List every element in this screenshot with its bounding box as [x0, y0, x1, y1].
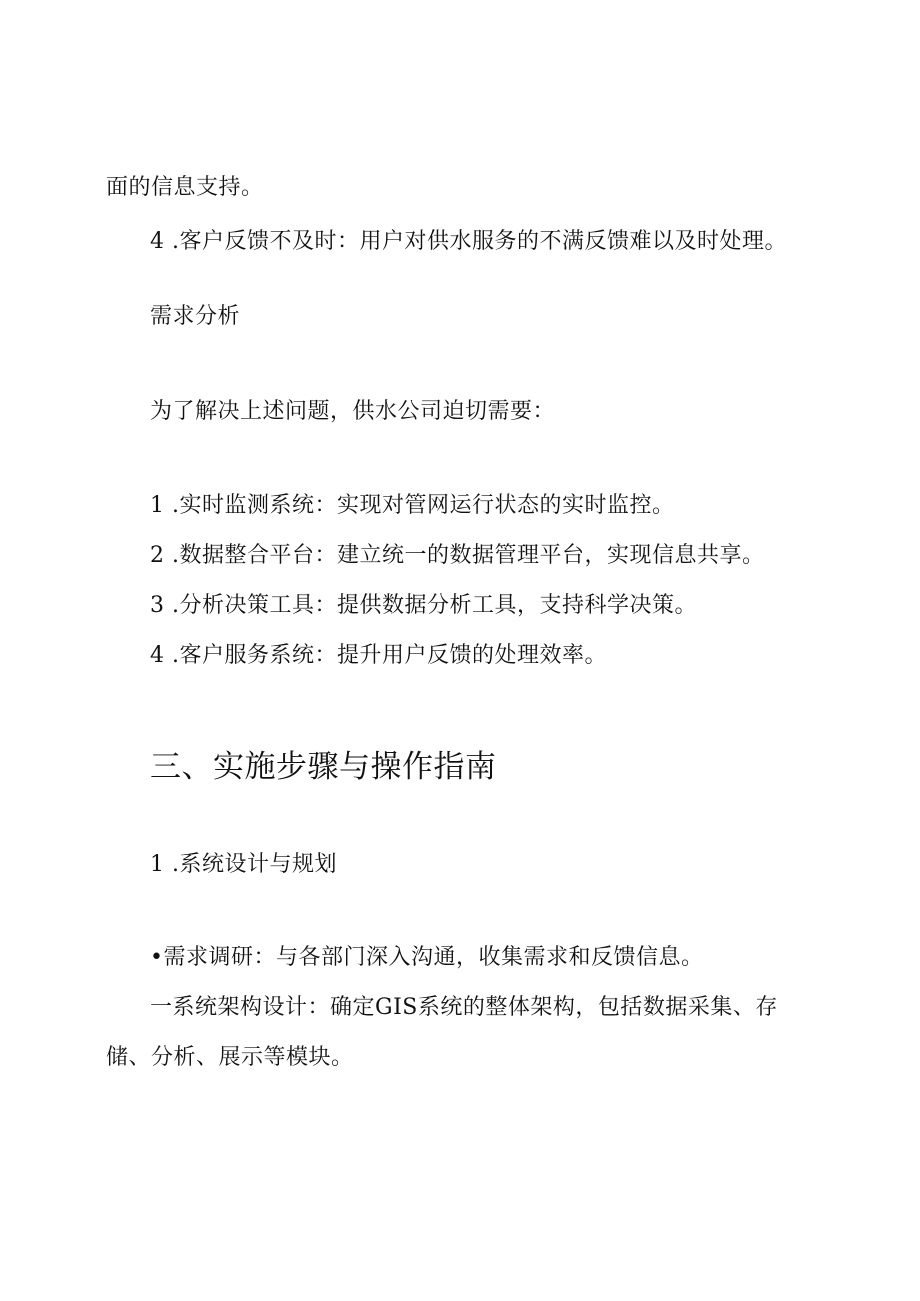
subsection-title: 1 .系统设计与规划: [150, 852, 337, 877]
list-item: 1 .实时监测系统：实现对管网运行状态的实时监控。: [150, 493, 675, 518]
list-item: 4 .客户服务系统：提升用户反馈的处理效率。: [150, 643, 607, 668]
paragraph-continuation: 面的信息支持。: [106, 175, 264, 200]
paragraph-line: 一系统架构设计：确定GIS系统的整体架构，包括数据采集、存: [150, 995, 778, 1020]
bullet-item: •需求调研：与各部门深入沟通，收集需求和反馈信息。: [150, 945, 704, 970]
paragraph-line: 储、分析、展示等模块。: [106, 1045, 354, 1070]
paragraph: 为了解决上述问题，供水公司迫切需要：: [150, 399, 556, 424]
list-item: 4 .客户反馈不及时：用户对供水服务的不满反馈难以及时处理。: [150, 229, 787, 254]
section-heading: 三、实施步骤与操作指南: [150, 749, 497, 785]
list-item: 3 .分析决策工具：提供数据分析工具，支持科学决策。: [150, 593, 697, 618]
list-item: 2 .数据整合平台：建立统一的数据管理平台，实现信息共享。: [150, 543, 765, 568]
section-subtitle: 需求分析: [150, 304, 241, 329]
